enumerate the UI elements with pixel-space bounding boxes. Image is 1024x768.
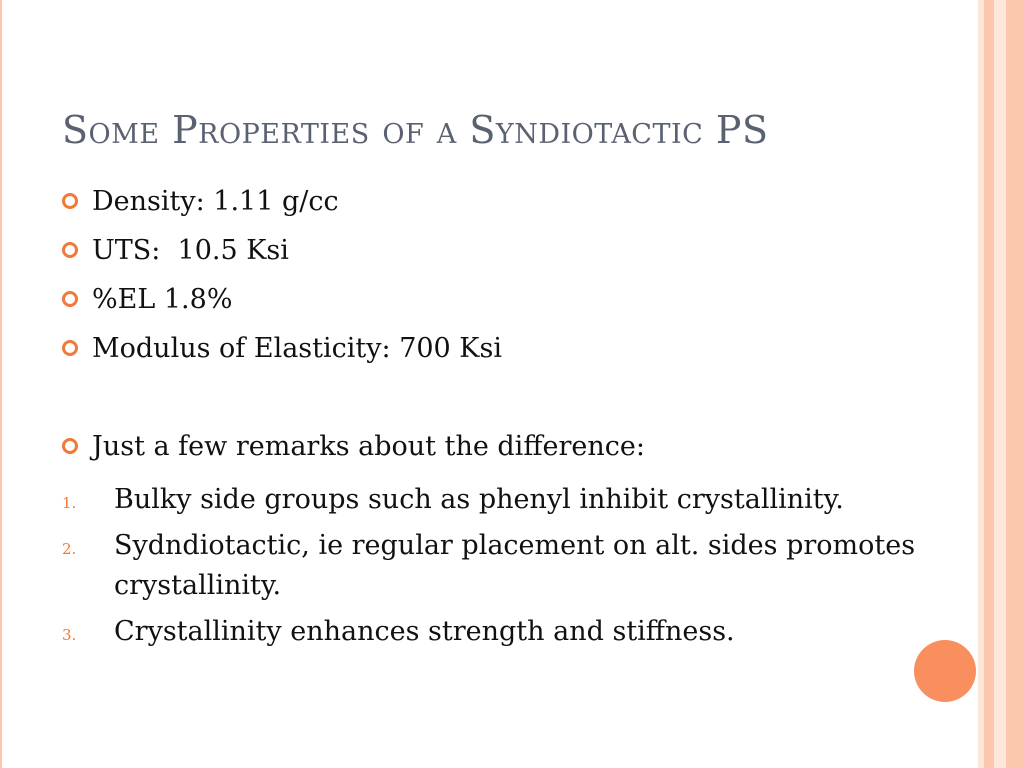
bullet-modulus <box>62 333 932 382</box>
bullet-text: Modulus of Elasticity: 700 Ksi <box>92 333 502 364</box>
left-border <box>0 0 2 768</box>
bullet-density <box>62 186 932 235</box>
slide-title: Some Properties of a Syndiotactic PS <box>62 108 769 152</box>
item-number: 3. <box>62 626 77 644</box>
bullet-elongation <box>62 284 932 333</box>
decor-stripe-2 <box>984 0 994 768</box>
bullet-icon <box>62 291 78 307</box>
bullet-icon <box>62 242 78 258</box>
bullet-remarks <box>62 431 932 480</box>
item-text: Sydndiotactic, ie regular placement on alt. sides promotes crystallinity. <box>114 530 916 601</box>
bullet-icon <box>62 193 78 209</box>
decor-stripe-4 <box>1006 0 1024 768</box>
bullet-uts <box>62 235 932 284</box>
decor-circle <box>914 640 976 702</box>
bullet-text: UTS: 10.5 Ksi <box>92 235 289 266</box>
item-text: Crystallinity enhances strength and stiffness. <box>114 616 735 647</box>
slide-content <box>62 186 932 658</box>
spacer <box>62 382 932 431</box>
numbered-item-1 <box>62 480 932 520</box>
numbered-item-3 <box>62 612 932 652</box>
numbered-item-2 <box>62 526 932 606</box>
decor-stripe-3 <box>994 0 1006 768</box>
item-number: 2. <box>62 540 77 558</box>
bullet-text: %EL 1.8% <box>92 284 233 315</box>
bullet-icon <box>62 438 78 454</box>
bullet-text: Density: 1.11 g/cc <box>92 186 339 217</box>
item-number: 1. <box>62 494 77 512</box>
bullet-icon <box>62 340 78 356</box>
item-text: Bulky side groups such as phenyl inhibit crystallinity. <box>114 484 844 515</box>
bullet-text: Just a few remarks about the difference: <box>92 431 645 462</box>
